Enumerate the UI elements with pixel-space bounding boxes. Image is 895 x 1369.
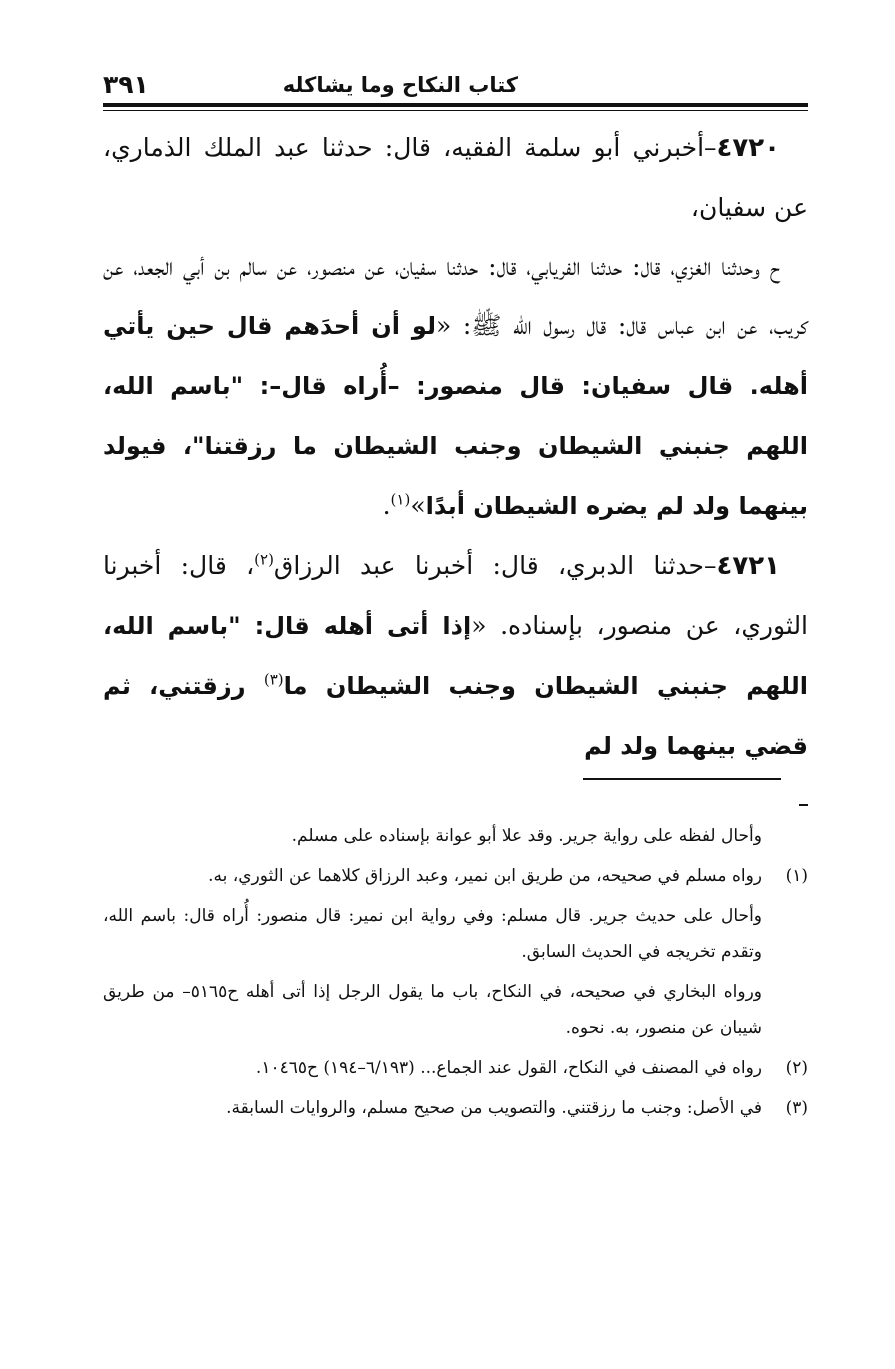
footnote-text: رواه مسلم في صحيحه، من طريق ابن نمير، وعبد الرزاق كلاهما عن الثوري، به. <box>208 866 762 886</box>
footnote-text: رواه في المصنف في النكاح، القول عند الجماع... (٦/١٩٣–١٩٤) ح١٠٤٦٥. <box>255 1058 762 1078</box>
footnote-2 <box>103 1050 808 1086</box>
footnote-1-continued: ورواه البخاري في صحيحه، في النكاح، باب ما يقول الرجل إذا أتى أهله ح٥١٦٥– من طريق شيبان عن منصور، به. نحوه. <box>103 982 762 1038</box>
footnote-number: (٢) <box>785 1058 808 1078</box>
hadith-matn: إذا أتى أهله قال: "باسم الله، اللهم جنبني الشيطان وجنب الشيطان ما <box>103 612 808 700</box>
footnote-1 <box>103 858 808 894</box>
footnote-1-continued: وأحال على حديث جرير. قال مسلم: وفي رواية ابن نمير: قال منصور: أُراه قال: باسم الله، وتقدم تخريجه في الحديث السابق. <box>103 906 762 962</box>
hadith-4720 <box>103 118 808 237</box>
header-rule-thick <box>103 103 808 107</box>
footnote-ref: (٣) <box>263 670 284 689</box>
closing-quote: » <box>410 491 426 520</box>
header-rule-thin <box>103 110 808 111</box>
period: . <box>382 491 391 520</box>
hadith-number: ٤٧٢١ <box>716 551 780 581</box>
footnote-continuation-mark <box>799 804 808 806</box>
footnote-text: في الأصل: وجنب ما رزقتني. والتصويب من صحيح مسلم، والروايات السابقة. <box>226 1098 762 1118</box>
footnote-3 <box>103 1090 808 1126</box>
hadith-matn: رزقتني، ثم قضي بينهما ولد لم <box>103 672 808 760</box>
hadith-matn: لو أن أحدَهم قال حين يأتي أهله. قال سفيان: قال منصور: –أُراه قال–: "باسم الله، اللهم جنبني الشيطان وجنب الشيطان ما رزقتنا"، فيولد بينهما ولد لم يضره الشيطان أبدًا <box>103 312 808 520</box>
chain-text: ، قال: أخبرنا الثوري، عن منصور، بإسناده. « <box>103 551 809 640</box>
footnote-separator <box>583 778 781 780</box>
footnote-number: (٣) <box>785 1098 808 1118</box>
footnote-ref: (٢) <box>254 550 274 569</box>
footnotes <box>103 818 808 1130</box>
page-number: ٣٩١ <box>103 70 149 99</box>
header-title: كتاب النكاح وما يشاكله <box>282 73 518 97</box>
footnote-number: (١) <box>785 866 808 886</box>
running-header <box>103 70 808 104</box>
footnote-carryover: وأحال لفظه على رواية جرير. وقد علا أبو عوانة بإسناده على مسلم. <box>291 826 762 846</box>
hadith-number: ٤٧٢٠ <box>716 133 780 163</box>
chain-text: ح وحدثنا الغزي، قال: حدثنا الفريابي، قال: حدثنا سفيان، عن منصور، عن سالم بن أبي الجعد، عن كريب، عن ابن عباس قال: قال رسول الله ﷺ: « <box>103 252 809 340</box>
hadith-4721 <box>103 536 808 776</box>
hadith-text: –أخبرني أبو سلمة الفقيه، قال: حدثنا عبد الملك الذماري، عن سفيان، <box>103 133 808 222</box>
chain-text: –حدثنا الدبري، قال: أخبرنا عبد الرزاق <box>273 551 717 580</box>
footnote-ref: (١) <box>390 490 411 509</box>
main-text <box>103 118 808 776</box>
hadith-4720-second-chain <box>103 237 808 536</box>
